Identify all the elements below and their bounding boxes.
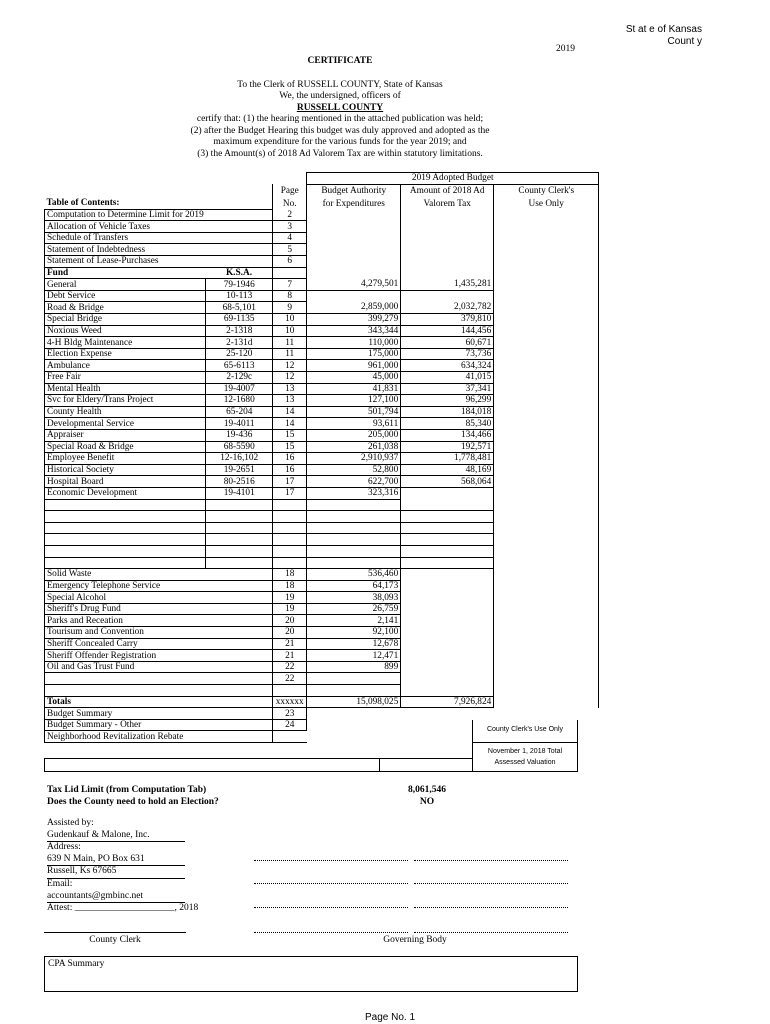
certificate-line: To the Clerk of RUSSELL COUNTY, State of Kansas	[237, 79, 443, 90]
fund-ksa: 2-1318	[206, 325, 273, 337]
other-fund-page: 18	[273, 580, 307, 592]
empty-cell	[206, 534, 273, 546]
fund-budget-authority: 205,000	[307, 429, 401, 441]
empty-cell	[273, 511, 307, 523]
fund-row	[45, 406, 599, 418]
fund-row	[45, 302, 599, 314]
other-fund-row	[45, 673, 599, 685]
fund-ad-valorem-tax: 2,032,782	[401, 302, 494, 314]
fund-ksa: 69-1135	[206, 314, 273, 326]
other-fund-budget-authority	[307, 673, 401, 685]
state-label: St at e of Kansas	[625, 24, 702, 35]
fund-ksa: 68-5590	[206, 441, 273, 453]
toc-item-label: Statement of Indebtedness	[45, 244, 206, 256]
toc-item-page: 4	[273, 232, 307, 244]
fund-row	[45, 487, 599, 499]
empty-row	[45, 499, 599, 511]
fund-page: 14	[273, 406, 307, 418]
fund-name: Ambulance	[45, 360, 206, 372]
fund-ad-valorem-tax: 60,671	[401, 337, 494, 349]
adopted-budget-header: 2019 Adopted Budget	[307, 173, 599, 185]
fund-name: Developmental Service	[45, 418, 206, 430]
empty-cell	[273, 557, 307, 569]
county-name: RUSSELL COUNTY	[296, 102, 384, 113]
empty-cell	[206, 545, 273, 557]
signature-line[interactable]	[414, 932, 568, 933]
fund-row	[45, 441, 599, 453]
toc-item-label: Schedule of Transfers	[45, 232, 206, 244]
empty-row	[45, 522, 599, 534]
city-state-zip: Russell, Ks 67665	[47, 866, 185, 879]
fund-page: 15	[273, 441, 307, 453]
empty-cell	[401, 557, 494, 569]
other-fund-budget-authority: 92,100	[307, 627, 401, 639]
fund-ad-valorem-tax	[401, 487, 494, 499]
empty-row	[45, 545, 599, 557]
other-fund-row	[45, 580, 599, 592]
fund-row	[45, 383, 599, 395]
fund-ksa: 2-129c	[206, 372, 273, 384]
fund-ad-valorem-tax	[401, 290, 494, 302]
totals-page: xxxxxx	[273, 696, 307, 708]
fund-ksa: 65-204	[206, 406, 273, 418]
empty-cell	[307, 545, 401, 557]
empty-cell	[45, 534, 206, 546]
fund-row	[45, 429, 599, 441]
toc-item-page: 2	[273, 209, 307, 221]
fund-ksa: 80-2516	[206, 476, 273, 488]
clerk-use-box	[472, 720, 578, 772]
fund-name: Debt Service	[45, 290, 206, 302]
street-address: 639 N Main, PO Box 631	[47, 854, 185, 867]
county-label: Count y	[667, 36, 702, 47]
fund-name: Appraiser	[45, 429, 206, 441]
fund-ksa: 2-131d	[206, 337, 273, 349]
tax-lid-values	[392, 784, 462, 808]
fund-row	[45, 348, 599, 360]
fund-row	[45, 372, 599, 384]
fund-budget-authority: 93,611	[307, 418, 401, 430]
other-fund-page: 21	[273, 650, 307, 662]
cpa-summary-label: CPA Summary	[48, 959, 105, 969]
summary-row	[45, 708, 599, 720]
empty-cell	[45, 499, 206, 511]
address-label: Address:	[47, 842, 81, 853]
other-fund-budget-authority: 38,093	[307, 592, 401, 604]
empty-cell	[401, 511, 494, 523]
empty-cell	[273, 522, 307, 534]
other-fund-budget-authority: 899	[307, 661, 401, 673]
clerk-use-only-label: County Clerk's Use Only	[473, 725, 577, 743]
fund-ksa: 68-5,101	[206, 302, 273, 314]
fund-page: 16	[273, 453, 307, 465]
budget-year: 2019	[556, 44, 575, 54]
fund-budget-authority: 52,800	[307, 464, 401, 476]
other-fund-name: Parks and Receation	[45, 615, 206, 627]
election-answer: NO	[419, 797, 435, 807]
fund-page: 12	[273, 360, 307, 372]
fund-page: 14	[273, 418, 307, 430]
ksa-heading: K.S.A.	[206, 267, 273, 279]
fund-name: Free Fair	[45, 372, 206, 384]
certificate-title: CERTIFICATE	[307, 56, 373, 66]
assessed-valuation-label-1: November 1, 2018 Total	[487, 748, 563, 755]
fund-page: 7	[273, 279, 307, 291]
fund-name: Special Road & Bridge	[45, 441, 206, 453]
budget-table	[44, 172, 599, 743]
fund-row	[45, 395, 599, 407]
summary-label: Budget Summary	[45, 708, 206, 720]
empty-cell	[307, 511, 401, 523]
empty-cell	[45, 522, 206, 534]
signature-line[interactable]	[414, 907, 568, 908]
toc-row	[45, 221, 599, 233]
certificate-block	[100, 56, 580, 160]
assessed-valuation-row	[44, 758, 473, 772]
empty-row	[45, 557, 599, 569]
fund-ad-valorem-tax: 48,169	[401, 464, 494, 476]
signature-line[interactable]	[254, 860, 408, 861]
page-number: Page No. 1	[364, 1012, 416, 1023]
other-fund-row	[45, 650, 599, 662]
page-header: Page	[273, 184, 307, 198]
signature-line[interactable]	[414, 860, 568, 861]
fund-ksa: 12-1680	[206, 395, 273, 407]
other-fund-name	[45, 673, 206, 685]
toc-row	[45, 256, 599, 268]
other-fund-name: Emergency Telephone Service	[45, 580, 206, 592]
tax-lid-block	[47, 784, 219, 808]
empty-cell	[401, 522, 494, 534]
fund-budget-authority: 45,000	[307, 372, 401, 384]
fund-row	[45, 314, 599, 326]
state-county-label	[626, 24, 702, 48]
fund-row	[45, 360, 599, 372]
firm-name: Gudenkauf & Malone, Inc.	[47, 830, 185, 843]
fund-ad-valorem-tax: 634,324	[401, 360, 494, 372]
fund-budget-authority: 961,000	[307, 360, 401, 372]
toc-item-label: Statement of Lease-Purchases	[45, 256, 206, 268]
other-fund-name: Sheriff's Drug Fund	[45, 603, 206, 615]
fund-ad-valorem-tax: 96,299	[401, 395, 494, 407]
fund-page: 17	[273, 476, 307, 488]
certificate-line: (2) after the Budget Hearing this budget was duly approved and adopted as the	[190, 125, 490, 136]
fund-ksa: 19-436	[206, 429, 273, 441]
other-fund-name: Tourisum and Convention	[45, 627, 206, 639]
other-fund-name: Oil and Gas Trust Fund	[45, 661, 206, 673]
other-fund-page: 19	[273, 603, 307, 615]
other-fund-budget-authority: 26,759	[307, 603, 401, 615]
page-no-header: No.	[273, 198, 307, 209]
assisted-by-block	[47, 818, 198, 915]
empty-cell	[307, 499, 401, 511]
empty-cell	[273, 545, 307, 557]
fund-row	[45, 418, 599, 430]
empty-cell	[206, 522, 273, 534]
toc-item-label: Computation to Determine Limit for 2019	[45, 209, 206, 221]
fund-heading-row	[45, 267, 599, 279]
tax-lid-label: Tax Lid Limit (from Computation Tab)	[47, 785, 207, 795]
other-fund-name: Special Alcohol	[45, 592, 206, 604]
fund-budget-authority: 399,279	[307, 314, 401, 326]
empty-cell	[273, 534, 307, 546]
fund-row	[45, 453, 599, 465]
other-fund-budget-authority: 2,141	[307, 615, 401, 627]
empty-cell	[206, 499, 273, 511]
empty-cell	[401, 499, 494, 511]
other-fund-budget-authority: 536,460	[307, 569, 401, 581]
fund-name: 4-H Bldg Maintenance	[45, 337, 206, 349]
fund-page: 13	[273, 395, 307, 407]
other-fund-page: 22	[273, 661, 307, 673]
fund-ad-valorem-tax: 192,571	[401, 441, 494, 453]
fund-ksa: 19-4007	[206, 383, 273, 395]
certificate-line: We, the undersigned, officers of	[279, 91, 401, 101]
total-ad-valorem-tax: 7,926,824	[401, 696, 494, 708]
fund-page: 17	[273, 487, 307, 499]
fund-page: 12	[273, 372, 307, 384]
other-fund-budget-authority: 12,678	[307, 638, 401, 650]
empty-cell	[206, 511, 273, 523]
spacer-row	[45, 685, 599, 697]
toc-item-page: 6	[273, 256, 307, 268]
fund-ad-valorem-tax: 379,810	[401, 314, 494, 326]
fund-row	[45, 337, 599, 349]
fund-budget-authority: 501,794	[307, 406, 401, 418]
other-fund-row	[45, 627, 599, 639]
other-fund-row	[45, 603, 599, 615]
fund-page: 10	[273, 325, 307, 337]
toc-item-page: 5	[273, 244, 307, 256]
fund-budget-authority: 2,910,937	[307, 453, 401, 465]
empty-cell	[401, 545, 494, 557]
empty-row	[45, 534, 599, 546]
other-fund-row	[45, 615, 599, 627]
total-budget-authority: 15,098,025	[307, 696, 401, 708]
fund-ksa: 19-2651	[206, 464, 273, 476]
fund-ad-valorem-tax: 85,340	[401, 418, 494, 430]
fund-row	[45, 290, 599, 302]
fund-ad-valorem-tax: 37,341	[401, 383, 494, 395]
budget-authority-header: Budget Authority	[307, 184, 401, 198]
fund-name: Mental Health	[45, 383, 206, 395]
attest-line: Attest: _____________________, 2018	[47, 903, 199, 914]
empty-cell	[45, 511, 206, 523]
fund-name: Road & Bridge	[45, 302, 206, 314]
fund-budget-authority: 175,000	[307, 348, 401, 360]
signature-line[interactable]	[414, 883, 568, 884]
fund-budget-authority: 261,038	[307, 441, 401, 453]
fund-ksa: 12-16,102	[206, 453, 273, 465]
signature-line[interactable]	[254, 883, 408, 884]
signature-line[interactable]	[254, 907, 408, 908]
other-fund-row	[45, 638, 599, 650]
cpa-summary-box	[44, 956, 578, 992]
assessed-valuation-label-2: Assessed Valuation	[494, 759, 556, 766]
other-fund-page: 18	[273, 569, 307, 581]
fund-page: 11	[273, 337, 307, 349]
totals-row	[45, 696, 599, 708]
fund-page: 15	[273, 429, 307, 441]
fund-budget-authority: 2,859,000	[307, 302, 401, 314]
fund-name: Historical Society	[45, 464, 206, 476]
fund-row	[45, 464, 599, 476]
other-fund-name: Solid Waste	[45, 569, 206, 581]
other-fund-row	[45, 569, 599, 581]
fund-row	[45, 476, 599, 488]
empty-row	[45, 511, 599, 523]
fund-heading: Fund	[45, 267, 206, 279]
budget-authority-header-2: for Expenditures	[307, 198, 401, 209]
empty-cell	[307, 534, 401, 546]
other-fund-name: Sheriff Offender Registration	[45, 650, 206, 662]
fund-ad-valorem-tax: 41,015	[401, 372, 494, 384]
fund-name: Election Expense	[45, 348, 206, 360]
fund-ad-valorem-tax: 1,435,281	[401, 279, 494, 291]
certificate-line: maximum expenditure for the various funds for the year 2019; and	[213, 137, 467, 147]
other-fund-row	[45, 592, 599, 604]
other-fund-row	[45, 661, 599, 673]
fund-budget-authority: 343,344	[307, 325, 401, 337]
fund-ksa: 79-1946	[206, 279, 273, 291]
toc-item-page: 3	[273, 221, 307, 233]
fund-name: Svc for Eldery/Trans Project	[45, 395, 206, 407]
certificate-line: certify that: (1) the hearing mentioned in the attached publication was held;	[196, 114, 484, 124]
fund-budget-authority: 323,316	[307, 487, 401, 499]
fund-ksa: 25-120	[206, 348, 273, 360]
fund-page: 16	[273, 464, 307, 476]
election-question: Does the County need to hold an Election?	[47, 797, 219, 807]
empty-cell	[45, 557, 206, 569]
other-fund-page: 22	[273, 673, 307, 685]
fund-budget-authority: 4,279,501	[307, 279, 401, 291]
email-address: accountants@gmbinc.net	[47, 891, 185, 904]
fund-page: 9	[273, 302, 307, 314]
fund-ksa: 65-6113	[206, 360, 273, 372]
fund-page: 11	[273, 348, 307, 360]
county-clerk-label: County Clerk	[89, 935, 141, 945]
empty-cell	[307, 522, 401, 534]
fund-page: 13	[273, 383, 307, 395]
fund-ad-valorem-tax: 568,064	[401, 476, 494, 488]
fund-name: Hospital Board	[45, 476, 206, 488]
toc-item-label: Allocation of Vehicle Taxes	[45, 221, 206, 233]
summary-page: 23	[273, 708, 307, 720]
summary-page	[273, 731, 307, 743]
fund-row	[45, 279, 599, 291]
ad-valorem-header-2: Valorem Tax	[401, 198, 494, 209]
fund-budget-authority	[307, 290, 401, 302]
fund-name: Noxious Weed	[45, 325, 206, 337]
totals-label: Totals	[45, 696, 206, 708]
other-fund-page: 20	[273, 627, 307, 639]
fund-page: 10	[273, 314, 307, 326]
fund-name: County Health	[45, 406, 206, 418]
clerk-use-header: County Clerk's	[494, 184, 599, 198]
fund-ad-valorem-tax: 1,778,481	[401, 453, 494, 465]
fund-name: General	[45, 279, 206, 291]
other-fund-page: 20	[273, 615, 307, 627]
fund-budget-authority: 41,831	[307, 383, 401, 395]
summary-label: Neighborhood Revitalization Rebate	[45, 731, 206, 743]
toc-row	[45, 209, 599, 221]
toc-heading: Table of Contents:	[45, 198, 206, 209]
signature-line[interactable]	[254, 932, 408, 933]
fund-row	[45, 325, 599, 337]
fund-budget-authority: 127,100	[307, 395, 401, 407]
empty-cell	[273, 499, 307, 511]
governing-body-label: Governing Body	[383, 935, 447, 945]
empty-cell	[307, 557, 401, 569]
other-fund-budget-authority: 12,471	[307, 650, 401, 662]
empty-cell	[206, 557, 273, 569]
email-label: Email:	[47, 878, 73, 889]
fund-ad-valorem-tax: 73,736	[401, 348, 494, 360]
fund-budget-authority: 110,000	[307, 337, 401, 349]
fund-ksa: 19-4011	[206, 418, 273, 430]
fund-ad-valorem-tax: 144,456	[401, 325, 494, 337]
fund-ksa: 19-4101	[206, 487, 273, 499]
fund-name: Special Bridge	[45, 314, 206, 326]
empty-cell	[401, 534, 494, 546]
toc-row	[45, 232, 599, 244]
summary-page: 24	[273, 719, 307, 731]
county-clerk-signature-line[interactable]	[44, 932, 186, 933]
fund-name: Employee Benefit	[45, 453, 206, 465]
clerk-use-header-2: Use Only	[494, 198, 599, 209]
toc-row	[45, 244, 599, 256]
ad-valorem-header: Amount of 2018 Ad	[401, 184, 494, 198]
fund-ksa: 10-113	[206, 290, 273, 302]
fund-ad-valorem-tax: 134,466	[401, 429, 494, 441]
fund-page: 8	[273, 290, 307, 302]
empty-cell	[45, 545, 206, 557]
assisted-by-label: Assisted by:	[47, 818, 94, 828]
other-fund-page: 19	[273, 592, 307, 604]
summary-label: Budget Summary - Other	[45, 719, 206, 731]
other-fund-budget-authority: 64,173	[307, 580, 401, 592]
other-fund-name: Sheriff Concealed Carry	[45, 638, 206, 650]
other-fund-page: 21	[273, 638, 307, 650]
tax-lid-value: 8,061,546	[408, 785, 446, 795]
certificate-line: (3) the Amount(s) of 2018 Ad Valorem Tax are within statutory limitations.	[197, 148, 483, 159]
fund-ad-valorem-tax: 184,018	[401, 406, 494, 418]
fund-budget-authority: 622,700	[307, 476, 401, 488]
fund-name: Economic Development	[45, 487, 206, 499]
